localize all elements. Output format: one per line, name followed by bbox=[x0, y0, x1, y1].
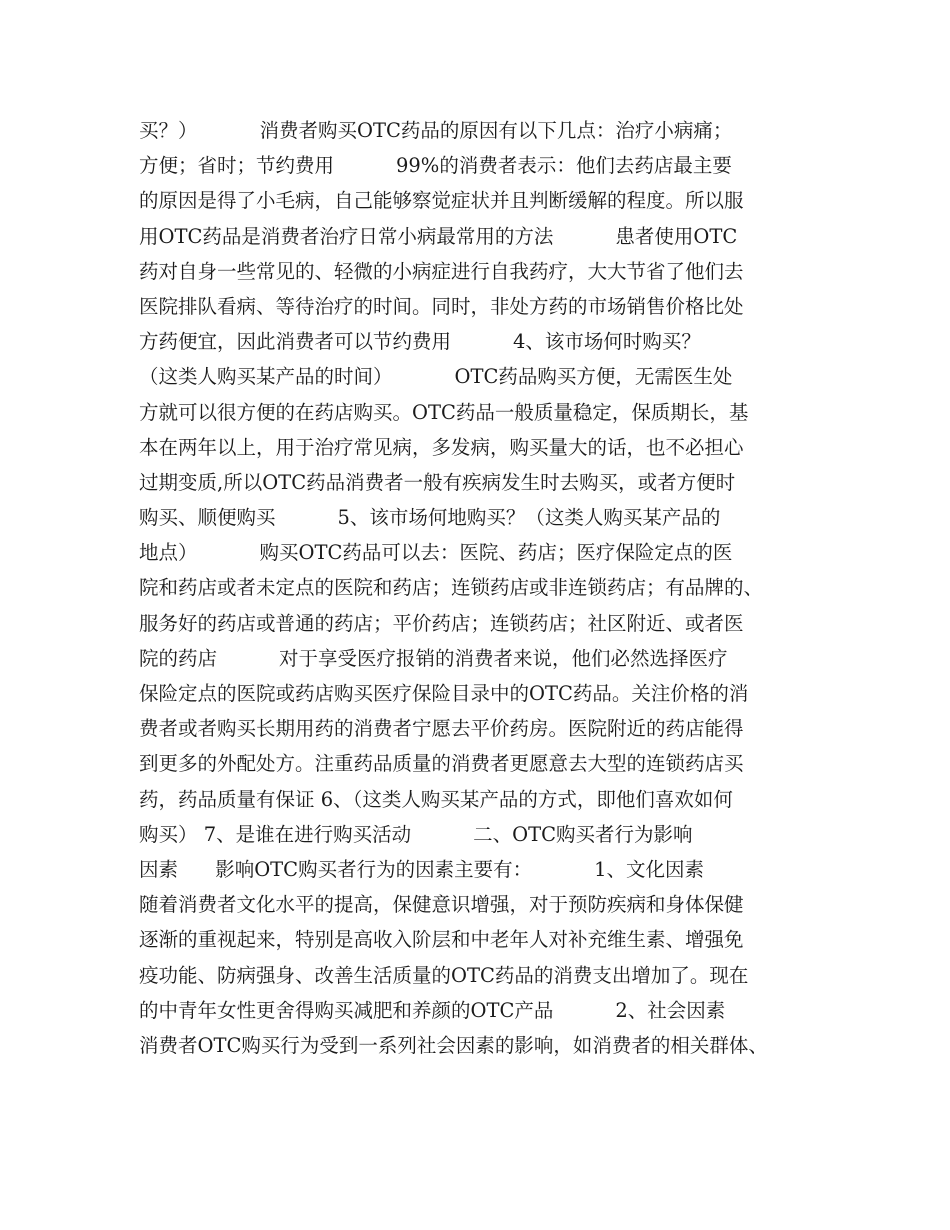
text-line: 保险定点的医院或药店购买医疗保险目录中的OTC药品。关注价格的消 bbox=[139, 682, 749, 705]
text-line: 用OTC药品是消费者治疗日常小病最常用的方法 患者使用OTC bbox=[139, 224, 738, 248]
text-line: 因素 影响OTC购买者行为的因素主要有： 1、文化因素 bbox=[139, 857, 704, 881]
text-line: （这类人购买某产品的时间） OTC药品购买方便，无需医生处 bbox=[139, 365, 733, 389]
text-line: 本在两年以上，用于治疗常见病，多发病，购买量大的话，也不必担心 bbox=[139, 435, 744, 459]
text-line: 疫功能、防病强身、改善生活质量的OTC药品的消费支出增加了。现在 bbox=[139, 963, 749, 987]
text-line: 服务好的药店或普通的药店；平价药店；连锁药店；社区附近、或者医 bbox=[139, 611, 744, 635]
text-line: 地点） 购买OTC药品可以去：医院、药店；医疗保险定点的医 bbox=[139, 541, 733, 565]
text-line: 随着消费者文化水平的提高，保健意识增强，对于预防疾病和身体保健 bbox=[139, 893, 744, 917]
text-line: 方药便宜，因此消费者可以节约费用 4、该市场何时购买？ bbox=[139, 330, 701, 354]
text-line: 方就可以很方便的在药店购买。OTC药品一般质量稳定，保质期长，基 bbox=[139, 400, 749, 424]
text-line: 逐渐的重视起来，特别是高收入阶层和中老年人对补充维生素、增强免 bbox=[139, 928, 744, 952]
text-line: 购买） 7、是谁在进行购买活动 二、OTC购买者行为影响 bbox=[139, 822, 693, 846]
text-line: 药对自身一些常见的、轻微的小病症进行自我药疗，大大节省了他们去 bbox=[139, 259, 744, 283]
text-line: 消费者OTC购买行为受到一系列社会因素的影响，如消费者的相关群体、 bbox=[139, 1033, 768, 1057]
text-line: 买？） 消费者购买OTC药品的原因有以下几点：治疗小病痛； bbox=[139, 119, 733, 142]
text-line: 医院排队看病、等待治疗的时间。同时，非处方药的市场销售价格比处 bbox=[139, 294, 744, 318]
text-line: 购买、顺便购买 5、该市场何地购买？（这类人购买某产品的 bbox=[139, 506, 721, 530]
text-line: 到更多的外配处方。注重药品质量的消费者更愿意去大型的连锁药店买 bbox=[139, 752, 744, 776]
text-line: 院和药店或者未定点的医院和药店；连锁药店或非连锁药店；有品牌的、 bbox=[139, 576, 764, 600]
text-line: 的原因是得了小毛病，自己能够察觉症状并且判断缓解的程度。所以服 bbox=[139, 189, 744, 213]
text-line: 院的药店 对于享受医疗报销的消费者来说，他们必然选择医疗 bbox=[139, 646, 728, 670]
text-line: 药，药品质量有保证 6、（这类人购买某产品的方式，即他们喜欢如何 bbox=[139, 787, 733, 811]
text-line: 费者或者购买长期用药的消费者宁愿去平价药房。医院附近的药店能得 bbox=[139, 717, 744, 741]
body-text bbox=[139, 113, 819, 1063]
text-line: 方便；省时；节约费用 99%的消费者表示：他们去药店最主要 bbox=[139, 154, 732, 178]
text-line: 过期变质,所以OTC药品消费者一般有疾病发生时去购买，或者方便时 bbox=[139, 470, 736, 494]
text-line: 的中青年女性更舍得购买减肥和养颜的OTC产品 2、社会因素 bbox=[139, 998, 726, 1022]
